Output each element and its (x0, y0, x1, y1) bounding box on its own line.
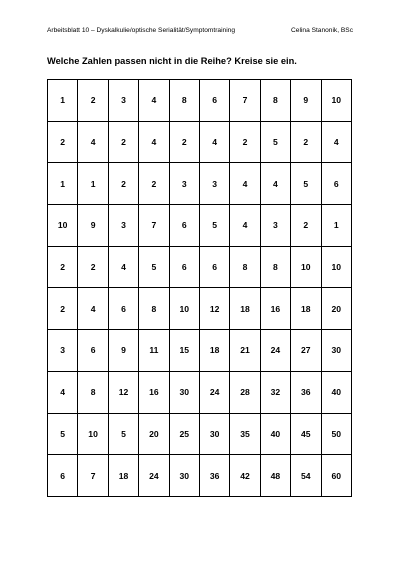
number-cell[interactable]: 18 (108, 455, 138, 497)
number-cell[interactable]: 10 (169, 288, 199, 330)
number-cell[interactable]: 2 (48, 121, 78, 163)
number-cell[interactable]: 2 (48, 246, 78, 288)
number-cell[interactable]: 8 (230, 246, 260, 288)
number-cell[interactable]: 6 (78, 330, 108, 372)
number-row (48, 455, 352, 497)
number-cell[interactable]: 20 (139, 413, 169, 455)
number-cell[interactable]: 32 (260, 371, 290, 413)
number-row (48, 371, 352, 413)
number-cell[interactable]: 9 (78, 205, 108, 247)
number-cell[interactable]: 6 (169, 205, 199, 247)
number-cell[interactable]: 4 (108, 246, 138, 288)
number-cell[interactable]: 4 (48, 371, 78, 413)
number-cell[interactable]: 10 (321, 80, 351, 122)
number-cell[interactable]: 2 (291, 205, 321, 247)
number-cell[interactable]: 5 (48, 413, 78, 455)
number-cell[interactable]: 2 (291, 121, 321, 163)
number-cell[interactable]: 3 (260, 205, 290, 247)
number-cell[interactable]: 24 (199, 371, 229, 413)
number-cell[interactable]: 18 (291, 288, 321, 330)
number-cell[interactable]: 4 (199, 121, 229, 163)
number-cell[interactable]: 2 (78, 246, 108, 288)
number-cell[interactable]: 8 (139, 288, 169, 330)
number-cell[interactable]: 9 (108, 330, 138, 372)
number-cell[interactable]: 30 (169, 371, 199, 413)
number-cell[interactable]: 36 (199, 455, 229, 497)
number-cell[interactable]: 16 (139, 371, 169, 413)
number-cell[interactable]: 30 (169, 455, 199, 497)
number-row (48, 288, 352, 330)
number-cell[interactable]: 15 (169, 330, 199, 372)
number-cell[interactable]: 1 (321, 205, 351, 247)
number-cell[interactable]: 27 (291, 330, 321, 372)
number-cell[interactable]: 45 (291, 413, 321, 455)
number-cell[interactable]: 40 (321, 371, 351, 413)
number-cell[interactable]: 8 (169, 80, 199, 122)
number-cell[interactable]: 2 (169, 121, 199, 163)
number-cell[interactable]: 5 (260, 121, 290, 163)
number-cell[interactable]: 24 (139, 455, 169, 497)
number-cell[interactable]: 2 (78, 80, 108, 122)
number-cell[interactable]: 48 (260, 455, 290, 497)
number-cell[interactable]: 3 (48, 330, 78, 372)
number-cell[interactable]: 4 (230, 205, 260, 247)
number-cell[interactable]: 6 (199, 246, 229, 288)
number-row (48, 205, 352, 247)
number-cell[interactable]: 30 (321, 330, 351, 372)
number-cell[interactable]: 20 (321, 288, 351, 330)
number-cell[interactable]: 4 (78, 288, 108, 330)
number-cell[interactable]: 1 (48, 163, 78, 205)
number-cell[interactable]: 28 (230, 371, 260, 413)
number-cell[interactable]: 54 (291, 455, 321, 497)
number-cell[interactable]: 3 (108, 205, 138, 247)
number-cell[interactable]: 4 (260, 163, 290, 205)
number-cell[interactable]: 7 (139, 205, 169, 247)
number-cell[interactable]: 36 (291, 371, 321, 413)
number-row (48, 330, 352, 372)
number-cell[interactable]: 11 (139, 330, 169, 372)
number-cell[interactable]: 24 (260, 330, 290, 372)
number-cell[interactable]: 12 (199, 288, 229, 330)
number-cell[interactable]: 7 (230, 80, 260, 122)
number-cell[interactable]: 2 (139, 163, 169, 205)
number-cell[interactable]: 30 (199, 413, 229, 455)
number-cell[interactable]: 12 (108, 371, 138, 413)
page-header (47, 24, 353, 36)
number-row (48, 413, 352, 455)
number-cell[interactable]: 6 (48, 455, 78, 497)
number-row (48, 80, 352, 122)
number-cell[interactable]: 4 (139, 121, 169, 163)
number-row (48, 121, 352, 163)
number-cell[interactable]: 3 (108, 80, 138, 122)
number-cell[interactable]: 9 (291, 80, 321, 122)
number-cell[interactable]: 4 (139, 80, 169, 122)
number-cell[interactable]: 18 (199, 330, 229, 372)
number-cell[interactable]: 3 (199, 163, 229, 205)
author-name: Celina Stanonik, BSc (291, 26, 353, 34)
number-cell[interactable]: 60 (321, 455, 351, 497)
number-cell[interactable]: 6 (199, 80, 229, 122)
number-cell[interactable]: 10 (321, 246, 351, 288)
number-cell[interactable]: 5 (108, 413, 138, 455)
number-cell[interactable]: 4 (78, 121, 108, 163)
number-cell[interactable]: 7 (78, 455, 108, 497)
number-cell[interactable]: 1 (48, 80, 78, 122)
number-cell[interactable]: 10 (291, 246, 321, 288)
number-cell[interactable]: 2 (108, 121, 138, 163)
number-cell[interactable]: 8 (260, 80, 290, 122)
number-cell[interactable]: 8 (78, 371, 108, 413)
task-instruction: Welche Zahlen passen nicht in die Reihe? Kreise sie ein. (47, 56, 297, 66)
number-cell[interactable]: 5 (139, 246, 169, 288)
number-cell[interactable]: 3 (169, 163, 199, 205)
number-cell[interactable]: 8 (260, 246, 290, 288)
number-cell[interactable]: 1 (78, 163, 108, 205)
number-row (48, 246, 352, 288)
number-cell[interactable]: 18 (230, 288, 260, 330)
number-cell[interactable]: 35 (230, 413, 260, 455)
number-cell[interactable]: 10 (78, 413, 108, 455)
number-cell[interactable]: 6 (108, 288, 138, 330)
number-cell[interactable]: 2 (230, 121, 260, 163)
number-cell[interactable]: 25 (169, 413, 199, 455)
number-cell[interactable]: 16 (260, 288, 290, 330)
number-cell[interactable]: 2 (48, 288, 78, 330)
number-cell[interactable]: 10 (48, 205, 78, 247)
number-cell[interactable]: 50 (321, 413, 351, 455)
number-cell[interactable]: 2 (108, 163, 138, 205)
number-cell[interactable]: 42 (230, 455, 260, 497)
worksheet-title: Arbeitsblatt 10 – Dyskalkulie/optische Serialität/Symptomtraining (47, 26, 236, 34)
number-cell[interactable]: 5 (199, 205, 229, 247)
number-cell[interactable]: 4 (230, 163, 260, 205)
number-cell[interactable]: 5 (291, 163, 321, 205)
number-grid (47, 79, 352, 497)
number-cell[interactable]: 21 (230, 330, 260, 372)
number-row (48, 163, 352, 205)
number-cell[interactable]: 6 (321, 163, 351, 205)
number-cell[interactable]: 40 (260, 413, 290, 455)
number-cell[interactable]: 6 (169, 246, 199, 288)
number-cell[interactable]: 4 (321, 121, 351, 163)
